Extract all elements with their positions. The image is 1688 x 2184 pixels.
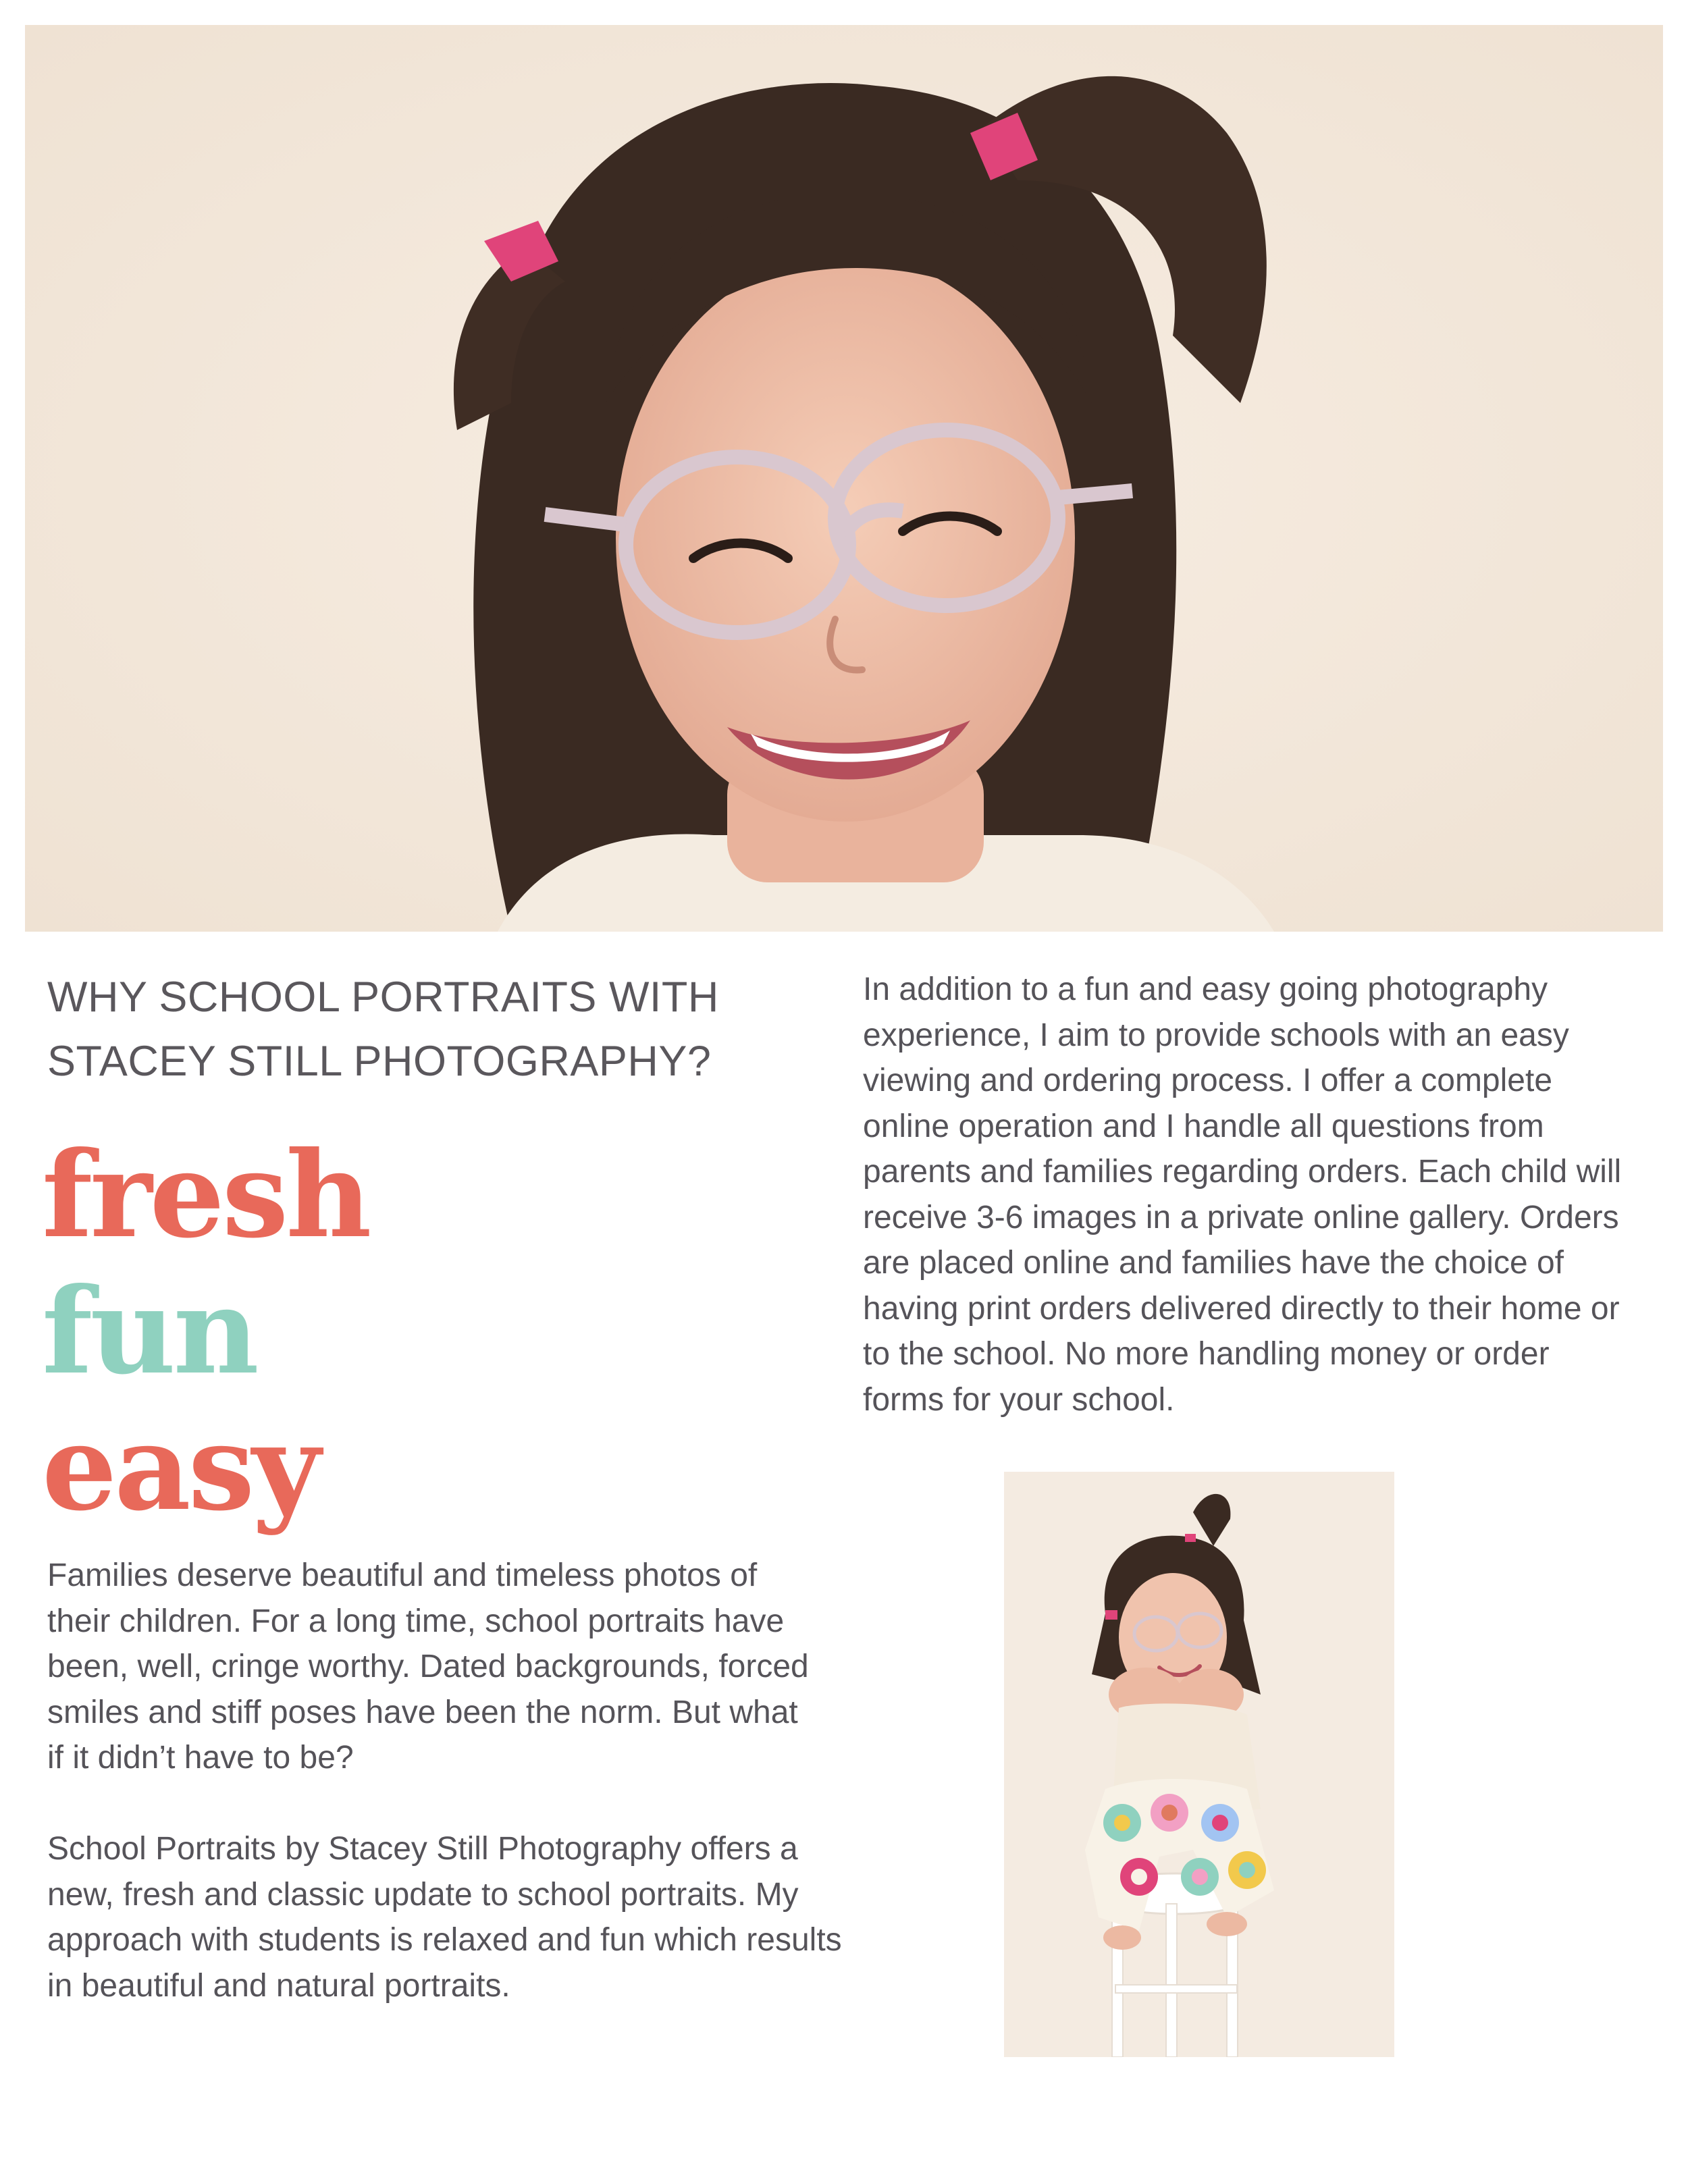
paragraph-approach: School Portraits by Stacey Still Photography offers a new, fresh and classic update to school portraits. My approach with students is relaxed and fun which results in beautiful and natural portraits. bbox=[47, 1831, 842, 2004]
heading-line-2: STACEY STILL PHOTOGRAPHY? bbox=[47, 1038, 712, 1085]
portrait-photo bbox=[1004, 1472, 1394, 2057]
tagline-word-easy: easy bbox=[42, 1399, 318, 1537]
hero-photo bbox=[25, 25, 1663, 932]
tagline-word-fresh: fresh bbox=[42, 1126, 369, 1264]
tagline-word-fun: fun bbox=[42, 1262, 257, 1401]
hero-photo-illustration bbox=[25, 25, 1663, 932]
paragraph-families: Families deserve beautiful and timeless photos of their children. For a long time, school portraits have been, well, cringe worthy. Dated backgrounds, forced smiles and stiff poses have been the norm. But what if it didn’t have to be? bbox=[47, 1557, 809, 1776]
heading-line-1: WHY SCHOOL PORTRAITS WITH bbox=[47, 974, 719, 1021]
paragraph-process: In addition to a fun and easy going photography experience, I aim to provide schools with an easy viewing and ordering process. I offer a complete online operation and I handle all questions from parents and families regarding orders. Each child will receive 3-6 images in a private online gallery. Orders are placed online and families have the choice of having print orders delivered directly to their home or to the school. No more handling money or order forms for your school. bbox=[863, 971, 1622, 1418]
section-heading bbox=[47, 965, 817, 1094]
tagline bbox=[42, 1127, 369, 1537]
portrait-photo-illustration bbox=[1004, 1472, 1394, 2057]
